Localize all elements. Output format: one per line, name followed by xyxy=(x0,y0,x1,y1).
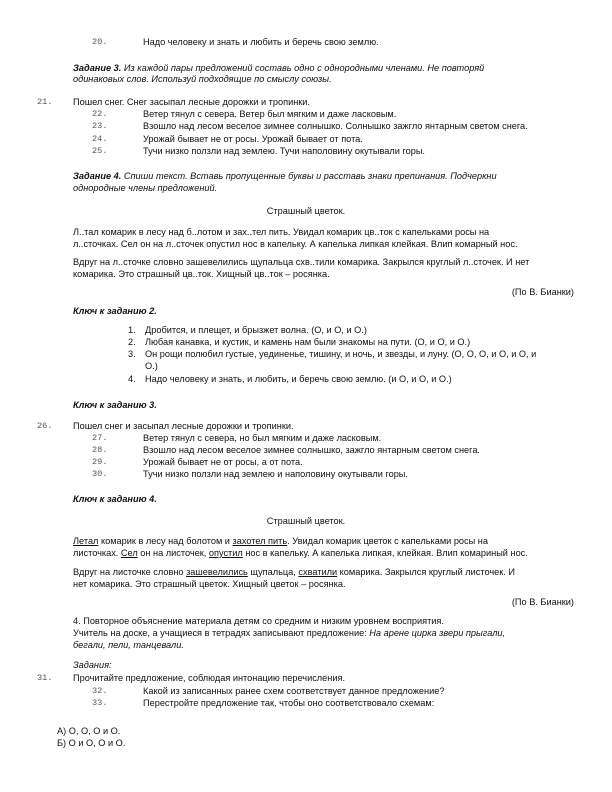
task3-instruction-line1 xyxy=(73,63,484,74)
list-item-text: Надо человеку и знать и любить и беречь свою землю. xyxy=(143,37,379,47)
list-item-text: Перестройте предложение так, чтобы оно соответствовало схемам: xyxy=(143,698,435,708)
underlined-word: Летал xyxy=(73,536,99,546)
list-number: 20. xyxy=(92,37,108,47)
key2-heading: Ключ к заданию 2. xyxy=(73,306,157,316)
source-attribution: (По В. Бианки) xyxy=(511,597,574,607)
list-number: 22. xyxy=(92,109,108,119)
task3-label: Задание 3. xyxy=(73,63,122,73)
key3-heading: Ключ к заданию 3. xyxy=(73,400,157,410)
list-number: 32. xyxy=(92,686,108,696)
list-number: 29. xyxy=(92,457,108,467)
list-number: 30. xyxy=(92,469,108,479)
paragraph-line xyxy=(73,567,515,578)
text-span: комарик в лесу над болотом и xyxy=(98,536,233,546)
text-span: Вдруг на листочке словно xyxy=(73,567,187,577)
task4-instruction-line2: однородные члены предложений. xyxy=(73,183,218,193)
key4-heading: Ключ к заданию 4. xyxy=(73,494,157,504)
underlined-word: зашевелились xyxy=(186,567,248,577)
text-span: Учитель на доске, а учащиеся в тетрадях записывают предложение: xyxy=(73,628,370,638)
paragraph-line xyxy=(73,548,528,559)
list-item-text: Любая канавка, и кустик, и камень нам были знакомы на пути. (О, и О, и О.) xyxy=(145,337,471,347)
list-item-text: Урожай бывает не от росы, а от пота. xyxy=(143,457,303,467)
task4-instruction-text: Спиши текст. Вставь пропущенные буквы и расставь знаки препинания. Подчеркни xyxy=(121,171,497,181)
underlined-word: опустил xyxy=(208,548,243,558)
story-title: Страшный цветок. xyxy=(266,206,346,216)
list-item-text: Надо человеку и знать, и любить, и беречь свою землю. (и О, и О, и О.) xyxy=(145,374,452,384)
list-number: 27. xyxy=(92,433,108,443)
paragraph-line xyxy=(73,536,488,547)
list-item-text: Ветер тянул с севера. Ветер был мягким и даже ласковым. xyxy=(143,109,397,119)
paragraph-line: Вдруг на л..сточке словно зашевелились щупальца схв..тили комарика. Закрылся круглый л..сточек. И нет xyxy=(73,257,530,267)
text-span: нос в капельку. А капелька липкая, клейкая. Влип комариный нос. xyxy=(242,548,528,558)
list-number: 2. xyxy=(128,337,136,347)
underlined-word: Сел xyxy=(120,548,138,558)
list-item-text: Пошел снег. Снег засыпал лесные дорожки и тропинки. xyxy=(73,97,310,107)
example-sentence: бегали, пели, танцевали. xyxy=(73,640,184,650)
list-item-text: Прочитайте предложение, соблюдая интонацию перечисления. xyxy=(73,673,346,683)
list-item-text: Какой из записанных ранее схем соответствует данное предложение? xyxy=(143,686,445,696)
text-span: . Увидал комарик цветок с капельками росы на xyxy=(287,536,488,546)
list-item-text: О.) xyxy=(145,361,158,371)
list-item-text: Тучи низко ползли над землею. Тучи наполовину окутывали горы. xyxy=(143,146,425,156)
underlined-word: схватили xyxy=(298,567,338,577)
section-line: 4. Повторное объяснение материала детям со средним и низким уровнем восприятия. xyxy=(73,616,444,626)
list-number: 24. xyxy=(92,134,108,144)
list-number: 26. xyxy=(37,421,53,431)
tasks-heading: Задания: xyxy=(73,660,112,670)
underlined-word: захотел пить xyxy=(232,536,288,546)
scheme-b: Б) О и О, О и О. xyxy=(57,738,126,748)
source-attribution: (По В. Бианки) xyxy=(511,287,574,297)
paragraph-line: нет комарика. Это страшный цветок. Хищный цветок – росянка. xyxy=(73,579,346,589)
task4-label: Задание 4. xyxy=(73,171,122,181)
text-span: щупальца, xyxy=(247,567,299,577)
task3-instruction-line2: одинаковых слов. Используй подходящие по смыслу союзы. xyxy=(73,74,332,84)
task3-instruction-text: Из каждой пары предложений составь одно с однородными членами. Не повторяй xyxy=(121,63,485,73)
list-item-text: Ветер тянул с севера, но был мягким и даже ласковым. xyxy=(143,433,382,443)
text-span: он на листочек, xyxy=(137,548,209,558)
list-item-text: Он рощи полюбил густые, уединенье, тишину, и ночь, и звезды, и луну. (О, О, О, и О, и О, и xyxy=(145,349,537,359)
list-item-text: Взошло над лесом веселое зимнее солнышко. Солнышко зажгло янтарным светом снега. xyxy=(143,121,528,131)
text-span: листочках. xyxy=(73,548,121,558)
list-item-text: Урожай бывает не от росы. Урожай бывает от пота. xyxy=(143,134,363,144)
list-number: 4. xyxy=(128,374,136,384)
list-number: 21. xyxy=(37,97,53,107)
list-item-text: Взошло над лесом веселое зимнее солнышко, зажгло янтарным светом снега. xyxy=(143,445,480,455)
scheme-a: А) О, О, О и О. xyxy=(57,726,121,736)
list-number: 1. xyxy=(128,325,136,335)
story-title: Страшный цветок. xyxy=(266,516,346,526)
section-line xyxy=(73,628,505,639)
list-item-text: Тучи низко ползли над землею и наполовину окутывали горы. xyxy=(143,469,408,479)
text-span: комарика. Закрылся круглый листочек. И xyxy=(337,567,516,577)
example-sentence: На арене цирка звери прыгали, xyxy=(369,628,506,638)
paragraph-line: л..сточках. Сел он на л..сточек опустил нос в капельку. А капелька липкая клейкая. Влип комарный нос. xyxy=(73,239,518,249)
paragraph-line: комарика. Это страшный цв..ток. Хищный цв..ток – росянка. xyxy=(73,269,330,279)
list-number: 31. xyxy=(37,673,53,683)
list-item-text: Пошел снег и засыпал лесные дорожки и тропинки. xyxy=(73,421,294,431)
list-number: 33. xyxy=(92,698,108,708)
list-number: 25. xyxy=(92,146,108,156)
task4-instruction-line1 xyxy=(73,171,497,182)
paragraph-line: Л..тал комарик в лесу над б..лотом и зах..тел пить. Увидал комарик цв..ток с капельками росы на xyxy=(73,227,490,237)
list-item-text: Дробится, и плещет, и брызжет волна. (О, и О, и О.) xyxy=(145,325,367,335)
list-number: 3. xyxy=(128,349,136,359)
list-number: 28. xyxy=(92,445,108,455)
list-number: 23. xyxy=(92,121,108,131)
